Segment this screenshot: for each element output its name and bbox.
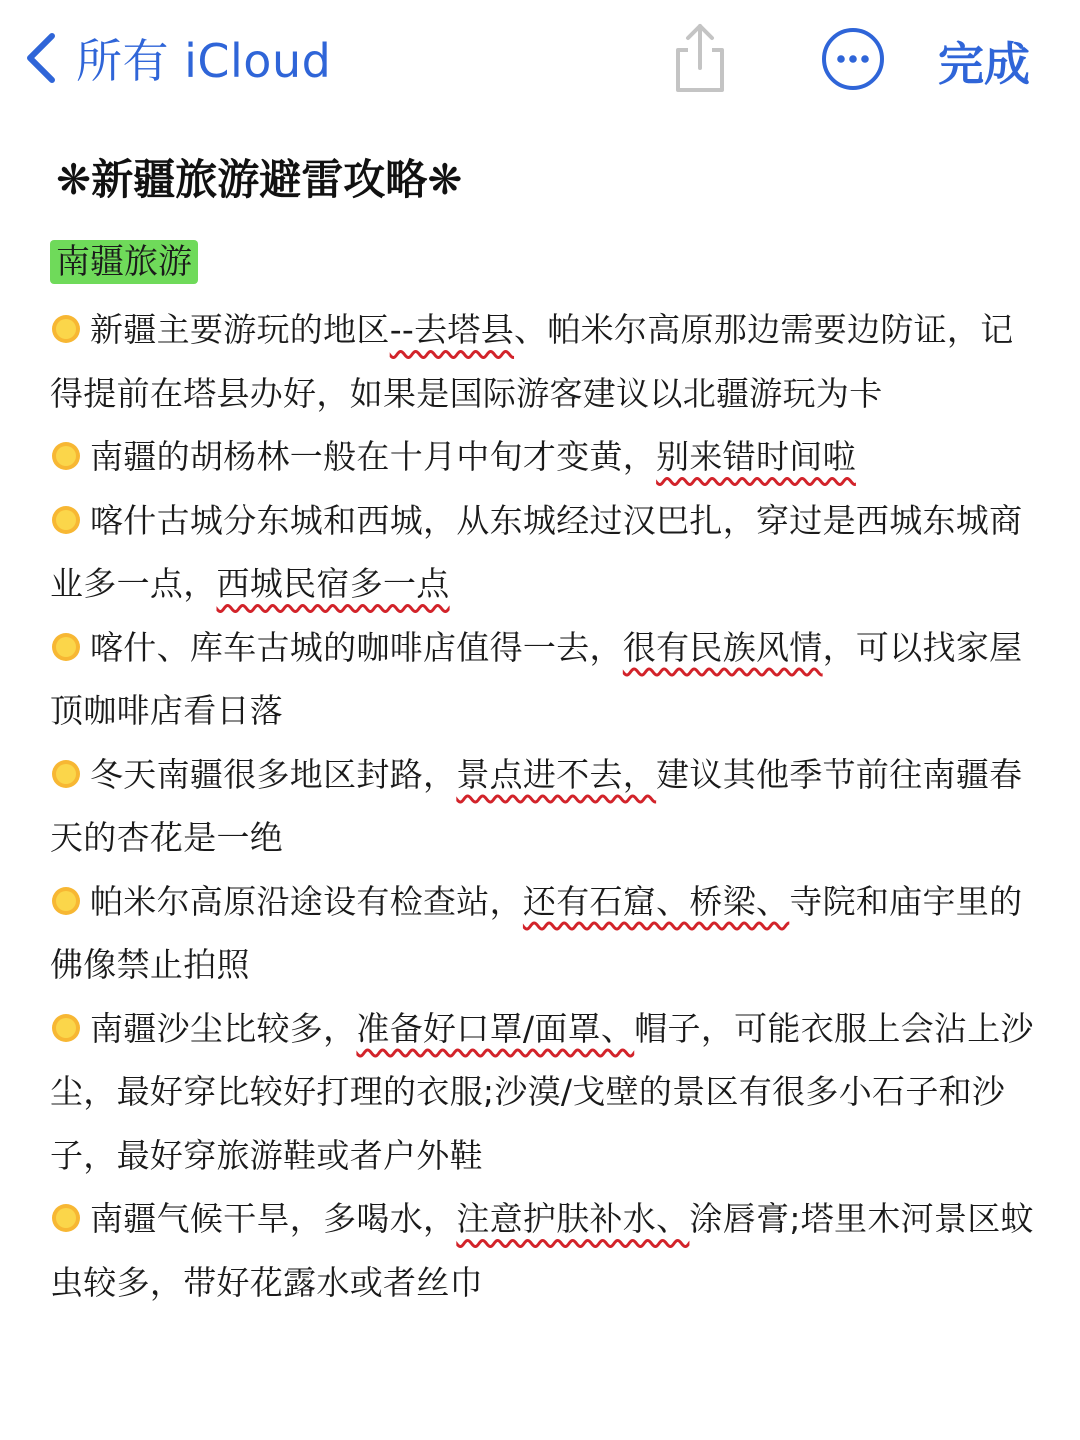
item-text: 寺院和庙宇里的佛像禁止拍照 — [50, 881, 1023, 984]
item-text: 建议其他季节前往南疆春天的杏花是一绝 — [50, 754, 1023, 857]
underlined-text: 准备好口罩/面罩、 — [356, 1008, 635, 1048]
sun-icon — [50, 885, 82, 917]
item-text: 涂唇膏;塔里木河景区蚊虫较多，带好花露水或者丝巾 — [50, 1199, 1034, 1302]
underlined-text: 景点进不去， — [456, 754, 657, 794]
list-item — [50, 997, 1040, 1188]
item-text: 喀什、库车古城的咖啡店值得一去， — [90, 627, 623, 667]
section-heading-highlight: 南疆旅游 — [50, 240, 198, 284]
sun-icon — [50, 758, 82, 790]
item-text: 南疆气候干旱，多喝水， — [90, 1199, 457, 1238]
item-text: 、帕米尔高原那边需要边防证，记得提前在塔县办好，如果是国际游客建议以北疆游玩为卡 — [50, 310, 1014, 413]
underlined-text: 注意护肤补水、 — [456, 1199, 690, 1238]
sun-icon — [50, 504, 82, 536]
list-item — [50, 743, 1040, 870]
sun-icon — [50, 1012, 82, 1044]
tips-list — [50, 298, 1040, 1314]
underlined-text: 西城民宿多一点 — [216, 564, 450, 603]
sun-icon — [50, 440, 82, 472]
item-text: 南疆沙尘比较多， — [90, 1008, 357, 1048]
chevron-left-icon — [22, 28, 62, 88]
list-item — [50, 489, 1040, 616]
list-item — [50, 1187, 1040, 1314]
share-button[interactable] — [668, 20, 732, 96]
sun-icon — [50, 1202, 82, 1234]
ellipsis-circle-icon — [820, 26, 886, 92]
list-item — [50, 616, 1040, 743]
back-button[interactable] — [22, 26, 331, 90]
sun-icon — [50, 631, 82, 663]
note-body[interactable] — [50, 140, 1040, 1314]
list-item — [50, 298, 1040, 425]
item-text: 喀什古城分东城和西城，从东城经过汉巴扎，穿过是西城东城商业多一点， — [50, 500, 1023, 603]
underlined-text: 很有民族风情 — [622, 627, 823, 667]
done-button[interactable]: 完成 — [938, 37, 1030, 91]
underlined-text: 别来错时间啦 — [656, 437, 856, 476]
underlined-text: 还有石窟、桥梁、 — [522, 881, 790, 921]
note-title: ❋新疆旅游避雷攻略❋ — [56, 155, 463, 204]
item-text: ，可以找家屋顶咖啡店看日落 — [50, 627, 1023, 730]
more-options-button[interactable] — [820, 26, 886, 92]
share-icon — [668, 20, 732, 96]
list-item — [50, 425, 1040, 489]
item-text: 南疆的胡杨林一般在十月中旬才变黄， — [90, 437, 657, 476]
underlined-text: --去塔县 — [389, 310, 515, 349]
sun-icon — [50, 313, 82, 345]
list-item — [50, 870, 1040, 997]
item-text: 帽子，可能衣服上会沾上沙尘，最好穿比较好打理的衣服;沙漠/戈壁的景区有很多小石子和沙子，最好穿旅游鞋或者户外鞋 — [50, 1008, 1034, 1175]
item-text: 冬天南疆很多地区封路， — [90, 754, 457, 794]
back-label: 所有 iCloud — [76, 34, 332, 88]
item-text: 帕米尔高原沿途设有检查站， — [90, 881, 523, 921]
navigation-bar — [0, 0, 1080, 120]
item-text: 新疆主要游玩的地区 — [90, 310, 390, 349]
